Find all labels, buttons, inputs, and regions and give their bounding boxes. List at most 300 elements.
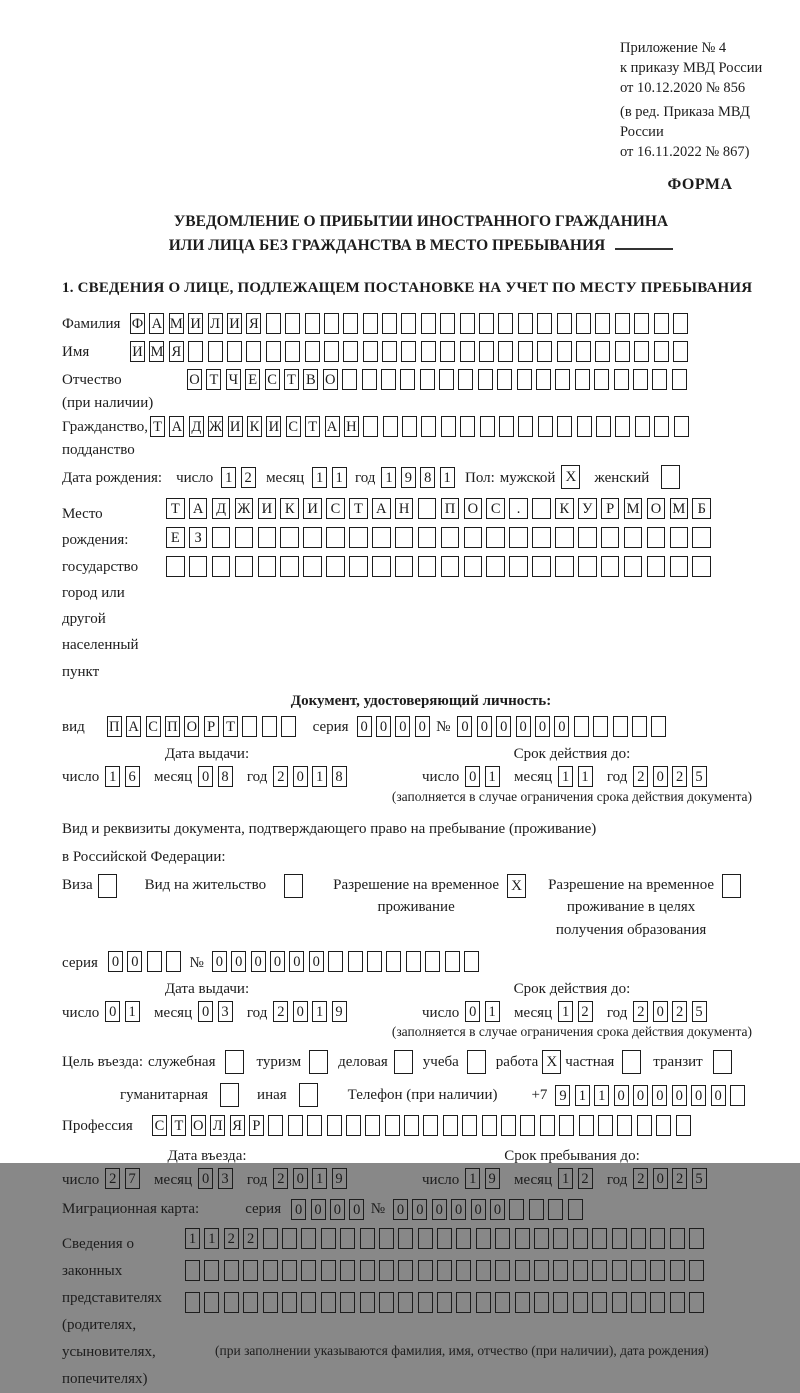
char-cell[interactable] xyxy=(634,313,649,334)
char-cell[interactable]: 0 xyxy=(672,1085,687,1106)
char-cell[interactable]: 1 xyxy=(558,766,573,787)
char-cell[interactable]: 1 xyxy=(312,1168,327,1189)
char-cell[interactable]: П xyxy=(441,498,460,519)
char-cell[interactable] xyxy=(654,313,669,334)
char-cell[interactable]: 2 xyxy=(273,766,288,787)
char-cell[interactable]: 0 xyxy=(535,716,550,737)
char-cell[interactable]: Ж xyxy=(208,416,223,437)
char-cell[interactable] xyxy=(301,1260,316,1281)
char-cell[interactable] xyxy=(689,1292,704,1313)
char-cell[interactable]: 0 xyxy=(614,1085,629,1106)
char-cell[interactable]: 0 xyxy=(393,1199,408,1220)
char-cell[interactable]: С xyxy=(265,369,280,390)
char-cell[interactable] xyxy=(166,556,185,577)
char-cell[interactable] xyxy=(460,416,475,437)
char-cell[interactable] xyxy=(538,416,553,437)
char-cell[interactable]: 6 xyxy=(125,766,140,787)
char-cell[interactable]: 1 xyxy=(312,766,327,787)
char-cell[interactable] xyxy=(635,416,650,437)
char-cell[interactable] xyxy=(592,1228,607,1249)
char-cell[interactable] xyxy=(637,1115,652,1136)
char-cell[interactable] xyxy=(537,341,552,362)
char-cell[interactable]: 0 xyxy=(311,1199,326,1220)
char-cell[interactable] xyxy=(327,1115,342,1136)
char-cell[interactable] xyxy=(573,1228,588,1249)
char-cell[interactable] xyxy=(670,1260,685,1281)
char-cell[interactable] xyxy=(307,1115,322,1136)
char-cell[interactable] xyxy=(280,527,299,548)
char-cell[interactable]: Т xyxy=(349,498,368,519)
char-cell[interactable] xyxy=(263,1228,278,1249)
char-cell[interactable] xyxy=(360,1292,375,1313)
char-cell[interactable] xyxy=(421,313,436,334)
char-cell[interactable]: 2 xyxy=(672,766,687,787)
char-cell[interactable]: И xyxy=(303,498,322,519)
purpose-private-checkbox[interactable] xyxy=(622,1050,641,1074)
char-cell[interactable] xyxy=(189,556,208,577)
char-cell[interactable] xyxy=(595,313,610,334)
char-cell[interactable] xyxy=(676,1115,691,1136)
char-cell[interactable] xyxy=(266,313,281,334)
char-cell[interactable] xyxy=(288,1115,303,1136)
purpose-tourism-checkbox[interactable] xyxy=(309,1050,328,1074)
char-cell[interactable] xyxy=(517,369,532,390)
char-cell[interactable] xyxy=(654,341,669,362)
char-cell[interactable] xyxy=(418,498,437,519)
char-cell[interactable] xyxy=(185,1292,200,1313)
char-cell[interactable] xyxy=(615,416,630,437)
char-cell[interactable]: 0 xyxy=(376,716,391,737)
char-cell[interactable] xyxy=(692,556,711,577)
char-cell[interactable] xyxy=(437,1292,452,1313)
char-cell[interactable] xyxy=(555,369,570,390)
char-cell[interactable]: А xyxy=(325,416,340,437)
char-cell[interactable]: Д xyxy=(189,416,204,437)
char-cell[interactable]: Р xyxy=(204,716,219,737)
char-cell[interactable] xyxy=(235,527,254,548)
char-cell[interactable] xyxy=(282,1260,297,1281)
char-cell[interactable] xyxy=(303,527,322,548)
char-cell[interactable] xyxy=(440,313,455,334)
char-cell[interactable]: Е xyxy=(245,369,260,390)
char-cell[interactable] xyxy=(443,1115,458,1136)
char-cell[interactable]: 1 xyxy=(485,766,500,787)
char-cell[interactable] xyxy=(263,1260,278,1281)
char-cell[interactable] xyxy=(406,951,421,972)
char-cell[interactable] xyxy=(404,1115,419,1136)
char-cell[interactable]: А xyxy=(149,313,164,334)
char-cell[interactable] xyxy=(263,1292,278,1313)
char-cell[interactable] xyxy=(401,341,416,362)
char-cell[interactable]: П xyxy=(107,716,122,737)
char-cell[interactable]: А xyxy=(169,416,184,437)
char-cell[interactable] xyxy=(379,1260,394,1281)
char-cell[interactable]: 0 xyxy=(293,1168,308,1189)
char-cell[interactable]: М xyxy=(149,341,164,362)
char-cell[interactable] xyxy=(340,1228,355,1249)
char-cell[interactable]: 0 xyxy=(231,951,246,972)
char-cell[interactable]: 1 xyxy=(312,1001,327,1022)
char-cell[interactable] xyxy=(578,556,597,577)
char-cell[interactable] xyxy=(651,716,666,737)
char-cell[interactable] xyxy=(166,951,181,972)
char-cell[interactable] xyxy=(555,556,574,577)
char-cell[interactable]: 2 xyxy=(243,1228,258,1249)
char-cell[interactable] xyxy=(478,369,493,390)
char-cell[interactable]: 1 xyxy=(558,1001,573,1022)
char-cell[interactable] xyxy=(548,1199,563,1220)
char-cell[interactable]: 1 xyxy=(221,467,236,488)
char-cell[interactable] xyxy=(479,313,494,334)
char-cell[interactable]: 0 xyxy=(108,951,123,972)
char-cell[interactable] xyxy=(379,1292,394,1313)
char-cell[interactable]: Л xyxy=(208,313,223,334)
char-cell[interactable]: 0 xyxy=(270,951,285,972)
char-cell[interactable]: 5 xyxy=(692,766,707,787)
char-cell[interactable] xyxy=(482,1115,497,1136)
char-cell[interactable]: 3 xyxy=(218,1001,233,1022)
char-cell[interactable] xyxy=(486,527,505,548)
char-cell[interactable]: Я xyxy=(230,1115,245,1136)
char-cell[interactable] xyxy=(498,313,513,334)
char-cell[interactable] xyxy=(439,369,454,390)
char-cell[interactable]: 0 xyxy=(395,716,410,737)
char-cell[interactable]: С xyxy=(152,1115,167,1136)
char-cell[interactable]: Т xyxy=(305,416,320,437)
char-cell[interactable]: 0 xyxy=(251,951,266,972)
char-cell[interactable]: 0 xyxy=(633,1085,648,1106)
char-cell[interactable] xyxy=(559,1115,574,1136)
char-cell[interactable] xyxy=(553,1292,568,1313)
char-cell[interactable] xyxy=(518,416,533,437)
char-cell[interactable] xyxy=(301,1228,316,1249)
char-cell[interactable] xyxy=(650,1292,665,1313)
char-cell[interactable] xyxy=(632,716,647,737)
char-cell[interactable] xyxy=(321,1260,336,1281)
char-cell[interactable] xyxy=(349,527,368,548)
char-cell[interactable]: О xyxy=(184,716,199,737)
char-cell[interactable]: С xyxy=(146,716,161,737)
char-cell[interactable] xyxy=(670,1228,685,1249)
char-cell[interactable]: 2 xyxy=(241,467,256,488)
char-cell[interactable]: 0 xyxy=(330,1199,345,1220)
char-cell[interactable] xyxy=(670,1292,685,1313)
char-cell[interactable]: 0 xyxy=(653,766,668,787)
char-cell[interactable]: И xyxy=(266,416,281,437)
char-cell[interactable] xyxy=(532,498,551,519)
char-cell[interactable] xyxy=(398,1260,413,1281)
char-cell[interactable]: 0 xyxy=(451,1199,466,1220)
char-cell[interactable] xyxy=(456,1260,471,1281)
char-cell[interactable] xyxy=(460,313,475,334)
char-cell[interactable]: 2 xyxy=(672,1168,687,1189)
char-cell[interactable]: 5 xyxy=(692,1001,707,1022)
char-cell[interactable] xyxy=(349,556,368,577)
char-cell[interactable] xyxy=(243,1292,258,1313)
char-cell[interactable] xyxy=(601,556,620,577)
char-cell[interactable] xyxy=(656,1115,671,1136)
char-cell[interactable] xyxy=(670,556,689,577)
char-cell[interactable] xyxy=(321,1292,336,1313)
char-cell[interactable] xyxy=(418,1292,433,1313)
char-cell[interactable] xyxy=(509,1199,524,1220)
char-cell[interactable]: О xyxy=(464,498,483,519)
char-cell[interactable] xyxy=(555,527,574,548)
char-cell[interactable] xyxy=(285,341,300,362)
char-cell[interactable] xyxy=(188,341,203,362)
char-cell[interactable]: 5 xyxy=(692,1168,707,1189)
char-cell[interactable] xyxy=(650,1228,665,1249)
char-cell[interactable] xyxy=(282,1228,297,1249)
char-cell[interactable] xyxy=(324,341,339,362)
char-cell[interactable] xyxy=(382,313,397,334)
char-cell[interactable] xyxy=(321,1228,336,1249)
char-cell[interactable] xyxy=(595,341,610,362)
char-cell[interactable]: 2 xyxy=(633,1168,648,1189)
char-cell[interactable]: И xyxy=(228,416,243,437)
char-cell[interactable] xyxy=(598,1115,613,1136)
char-cell[interactable]: 0 xyxy=(471,1199,486,1220)
char-cell[interactable] xyxy=(363,416,378,437)
char-cell[interactable]: . xyxy=(509,498,528,519)
char-cell[interactable] xyxy=(593,716,608,737)
char-cell[interactable]: 9 xyxy=(332,1001,347,1022)
char-cell[interactable] xyxy=(281,716,296,737)
char-cell[interactable] xyxy=(441,527,460,548)
char-cell[interactable]: 9 xyxy=(555,1085,570,1106)
char-cell[interactable] xyxy=(573,1260,588,1281)
char-cell[interactable] xyxy=(379,1228,394,1249)
char-cell[interactable] xyxy=(242,716,257,737)
char-cell[interactable]: О xyxy=(187,369,202,390)
char-cell[interactable] xyxy=(730,1085,745,1106)
char-cell[interactable] xyxy=(365,1115,380,1136)
char-cell[interactable]: О xyxy=(647,498,666,519)
char-cell[interactable]: Т xyxy=(150,416,165,437)
char-cell[interactable]: Т xyxy=(284,369,299,390)
char-cell[interactable] xyxy=(515,1260,530,1281)
char-cell[interactable]: Н xyxy=(395,498,414,519)
char-cell[interactable] xyxy=(362,369,377,390)
char-cell[interactable] xyxy=(592,1292,607,1313)
char-cell[interactable] xyxy=(303,556,322,577)
char-cell[interactable] xyxy=(258,527,277,548)
char-cell[interactable]: 9 xyxy=(485,1168,500,1189)
char-cell[interactable]: М xyxy=(169,313,184,334)
char-cell[interactable]: 0 xyxy=(291,1199,306,1220)
char-cell[interactable] xyxy=(305,341,320,362)
char-cell[interactable] xyxy=(462,1115,477,1136)
char-cell[interactable] xyxy=(534,1260,549,1281)
char-cell[interactable] xyxy=(540,1115,555,1136)
char-cell[interactable] xyxy=(501,1115,516,1136)
sex-male-checkbox[interactable]: X xyxy=(561,465,580,489)
char-cell[interactable] xyxy=(497,369,512,390)
char-cell[interactable]: С xyxy=(286,416,301,437)
char-cell[interactable] xyxy=(340,1292,355,1313)
char-cell[interactable] xyxy=(532,556,551,577)
char-cell[interactable] xyxy=(212,527,231,548)
purpose-humanitarian-checkbox[interactable] xyxy=(220,1083,239,1107)
char-cell[interactable] xyxy=(328,951,343,972)
char-cell[interactable]: 0 xyxy=(652,1085,667,1106)
char-cell[interactable]: 0 xyxy=(293,1001,308,1022)
char-cell[interactable] xyxy=(476,1260,491,1281)
char-cell[interactable] xyxy=(612,1260,627,1281)
char-cell[interactable]: К xyxy=(280,498,299,519)
char-cell[interactable] xyxy=(441,416,456,437)
char-cell[interactable] xyxy=(575,369,590,390)
char-cell[interactable]: 2 xyxy=(273,1168,288,1189)
char-cell[interactable] xyxy=(185,1260,200,1281)
char-cell[interactable] xyxy=(437,1228,452,1249)
char-cell[interactable]: Т xyxy=(171,1115,186,1136)
char-cell[interactable]: 8 xyxy=(420,467,435,488)
char-cell[interactable] xyxy=(647,556,666,577)
char-cell[interactable]: 1 xyxy=(465,1168,480,1189)
char-cell[interactable] xyxy=(227,341,242,362)
char-cell[interactable] xyxy=(456,1292,471,1313)
char-cell[interactable] xyxy=(458,369,473,390)
char-cell[interactable]: Е xyxy=(166,527,185,548)
char-cell[interactable] xyxy=(536,369,551,390)
char-cell[interactable] xyxy=(612,1292,627,1313)
char-cell[interactable]: И xyxy=(227,313,242,334)
char-cell[interactable]: О xyxy=(323,369,338,390)
char-cell[interactable] xyxy=(360,1260,375,1281)
char-cell[interactable] xyxy=(460,341,475,362)
char-cell[interactable]: У xyxy=(578,498,597,519)
char-cell[interactable] xyxy=(689,1260,704,1281)
char-cell[interactable]: Ж xyxy=(235,498,254,519)
char-cell[interactable] xyxy=(476,1292,491,1313)
char-cell[interactable] xyxy=(654,416,669,437)
char-cell[interactable] xyxy=(324,313,339,334)
char-cell[interactable]: 1 xyxy=(381,467,396,488)
char-cell[interactable]: 1 xyxy=(185,1228,200,1249)
char-cell[interactable]: А xyxy=(189,498,208,519)
char-cell[interactable] xyxy=(650,1260,665,1281)
char-cell[interactable] xyxy=(285,313,300,334)
char-cell[interactable] xyxy=(579,1115,594,1136)
char-cell[interactable] xyxy=(557,313,572,334)
char-cell[interactable] xyxy=(282,1292,297,1313)
char-cell[interactable]: 0 xyxy=(496,716,511,737)
char-cell[interactable]: 1 xyxy=(105,766,120,787)
char-cell[interactable]: Ч xyxy=(226,369,241,390)
purpose-transit-checkbox[interactable] xyxy=(713,1050,732,1074)
char-cell[interactable] xyxy=(592,1260,607,1281)
char-cell[interactable] xyxy=(534,1292,549,1313)
char-cell[interactable] xyxy=(495,1260,510,1281)
char-cell[interactable] xyxy=(518,313,533,334)
char-cell[interactable] xyxy=(601,527,620,548)
char-cell[interactable] xyxy=(689,1228,704,1249)
char-cell[interactable] xyxy=(381,369,396,390)
char-cell[interactable]: 7 xyxy=(125,1168,140,1189)
char-cell[interactable] xyxy=(418,527,437,548)
char-cell[interactable]: 0 xyxy=(691,1085,706,1106)
char-cell[interactable] xyxy=(418,556,437,577)
char-cell[interactable] xyxy=(246,341,261,362)
char-cell[interactable]: С xyxy=(326,498,345,519)
char-cell[interactable] xyxy=(624,527,643,548)
char-cell[interactable] xyxy=(529,1199,544,1220)
char-cell[interactable] xyxy=(340,1260,355,1281)
char-cell[interactable] xyxy=(326,556,345,577)
char-cell[interactable]: 0 xyxy=(477,716,492,737)
char-cell[interactable] xyxy=(243,1260,258,1281)
char-cell[interactable] xyxy=(499,416,514,437)
char-cell[interactable]: 0 xyxy=(653,1001,668,1022)
char-cell[interactable]: 0 xyxy=(465,1001,480,1022)
char-cell[interactable]: 0 xyxy=(490,1199,505,1220)
char-cell[interactable] xyxy=(262,716,277,737)
char-cell[interactable]: Р xyxy=(601,498,620,519)
char-cell[interactable] xyxy=(568,1199,583,1220)
char-cell[interactable]: К xyxy=(247,416,262,437)
char-cell[interactable] xyxy=(382,341,397,362)
char-cell[interactable]: И xyxy=(258,498,277,519)
char-cell[interactable] xyxy=(440,341,455,362)
char-cell[interactable] xyxy=(367,951,382,972)
char-cell[interactable] xyxy=(464,951,479,972)
char-cell[interactable] xyxy=(445,951,460,972)
char-cell[interactable] xyxy=(672,369,687,390)
char-cell[interactable] xyxy=(476,1228,491,1249)
char-cell[interactable] xyxy=(495,1292,510,1313)
char-cell[interactable] xyxy=(398,1292,413,1313)
char-cell[interactable] xyxy=(617,1115,632,1136)
char-cell[interactable] xyxy=(576,341,591,362)
visa-checkbox[interactable] xyxy=(98,874,117,898)
purpose-study-checkbox[interactable] xyxy=(467,1050,486,1074)
char-cell[interactable]: 0 xyxy=(349,1199,364,1220)
char-cell[interactable] xyxy=(615,341,630,362)
char-cell[interactable]: 8 xyxy=(332,766,347,787)
char-cell[interactable] xyxy=(576,313,591,334)
char-cell[interactable]: Т xyxy=(206,369,221,390)
char-cell[interactable] xyxy=(343,341,358,362)
char-cell[interactable] xyxy=(398,1228,413,1249)
char-cell[interactable]: 1 xyxy=(312,467,327,488)
char-cell[interactable] xyxy=(670,527,689,548)
char-cell[interactable] xyxy=(268,1115,283,1136)
char-cell[interactable] xyxy=(418,1260,433,1281)
char-cell[interactable] xyxy=(326,527,345,548)
char-cell[interactable]: 1 xyxy=(332,467,347,488)
char-cell[interactable]: Я xyxy=(246,313,261,334)
char-cell[interactable] xyxy=(557,341,572,362)
char-cell[interactable]: 1 xyxy=(204,1228,219,1249)
char-cell[interactable] xyxy=(385,1115,400,1136)
char-cell[interactable]: 2 xyxy=(224,1228,239,1249)
char-cell[interactable] xyxy=(553,1260,568,1281)
char-cell[interactable] xyxy=(692,527,711,548)
char-cell[interactable] xyxy=(573,1292,588,1313)
char-cell[interactable]: М xyxy=(670,498,689,519)
char-cell[interactable] xyxy=(631,1292,646,1313)
char-cell[interactable] xyxy=(421,341,436,362)
char-cell[interactable]: 8 xyxy=(218,766,233,787)
char-cell[interactable] xyxy=(464,556,483,577)
char-cell[interactable] xyxy=(596,416,611,437)
char-cell[interactable]: 0 xyxy=(516,716,531,737)
char-cell[interactable]: 2 xyxy=(633,766,648,787)
char-cell[interactable] xyxy=(615,313,630,334)
char-cell[interactable]: 0 xyxy=(198,1001,213,1022)
char-cell[interactable] xyxy=(515,1292,530,1313)
